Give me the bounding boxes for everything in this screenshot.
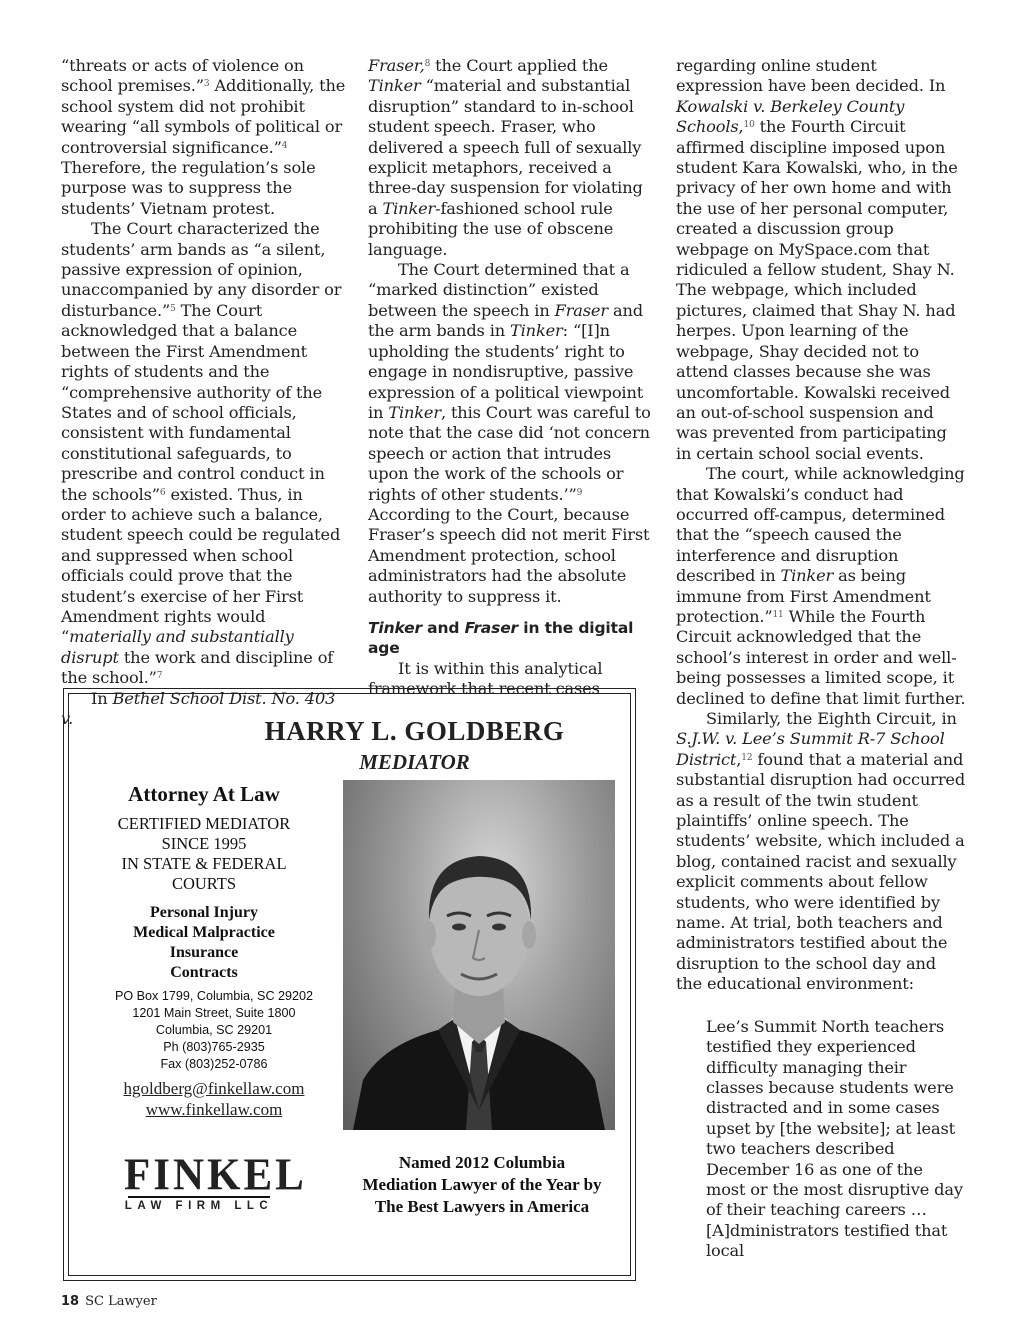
- ad-cert-line: COURTS: [171, 874, 237, 893]
- column-1: [61, 56, 346, 729]
- ad-email-link[interactable]: hgoldberg@finkellaw.com: [123, 1079, 305, 1098]
- ad-practice-item: Personal Injury: [150, 904, 258, 921]
- case-name: Tinker: [368, 618, 422, 637]
- firm-logo: [124, 1150, 307, 1212]
- column-2: [368, 56, 654, 700]
- column-3: [676, 56, 966, 1262]
- text: In: [91, 688, 113, 708]
- text: and: [421, 618, 465, 637]
- text: and the arm bands in: [368, 300, 643, 341]
- text: “material and substantial disruption” standard to in-school student speech. Fraser, who delivered a speech full of sexually explicit metaphors, received a three-day suspension for violating a: [368, 76, 643, 218]
- footnote-ref: 8: [424, 59, 431, 69]
- text: , this Court was careful to note that the case did ‘not concern speech or action that intrudes upon the work of the schools or rights of other students.’”: [368, 402, 651, 504]
- footnote-ref: 7: [156, 671, 163, 682]
- ad-cert-line: IN STATE & FEDERAL: [121, 854, 287, 873]
- case-name: Fraser: [554, 300, 608, 320]
- text: According to the Court, because Fraser’s speech did not merit First Amendment protection, school administrators had the absolute authority to suppress it.: [368, 504, 650, 606]
- case-name: Tinker: [388, 402, 441, 422]
- c2-paragraph-2: [368, 260, 654, 607]
- ad-practice-areas: [89, 903, 319, 983]
- text: “threats or acts of violence on school premises.”: [61, 56, 304, 96]
- ad-practice-item: Insurance: [169, 944, 239, 961]
- case-name: Bethel School Dist. No. 403 v.: [61, 688, 336, 728]
- footnote-ref: 5: [170, 303, 176, 314]
- ad-award-line: The Best Lawyers in America: [374, 1197, 590, 1216]
- c3-paragraph-3: [676, 709, 966, 995]
- footnote-ref: 3: [203, 79, 210, 90]
- text: regarding online student expression have been decided. In: [676, 56, 946, 96]
- ad-cert-line: SINCE 1995: [161, 834, 247, 853]
- text: : “[I]n upholding the students’ right to engage in nondisruptive, passive expression of a political viewpoint in: [368, 321, 644, 422]
- text: The Court characterized the students’ arm bands as “a silent, passive expression of opinion, unaccompanied by any disorder or disturbance.”: [61, 219, 342, 320]
- text: -fashioned school rule prohibiting the use of obscene language.: [368, 198, 614, 259]
- ad-phone: Ph (803)765-2935: [163, 1040, 265, 1054]
- footnote-ref: 11: [772, 609, 784, 620]
- text: While the Fourth Circuit acknowledged that the school’s interest in order and well-being possesses a limited scope, it declined to define that limit further.: [676, 606, 966, 708]
- ad-role: MEDIATOR: [359, 750, 470, 774]
- text: ,: [738, 117, 744, 137]
- c3-paragraph-2: [676, 464, 966, 709]
- ad-fax: Fax (803)252-0786: [160, 1057, 268, 1071]
- logo-subtitle: LAW FIRM LLC: [124, 1200, 274, 1212]
- page-number: 18: [61, 1294, 80, 1309]
- text: Therefore, the regulation’s sole purpose was to suppress the students’ Vietnam protest.: [61, 158, 316, 218]
- text: as being immune from First Amendment protection.”: [676, 566, 931, 626]
- case-name: Tinker: [382, 198, 436, 218]
- ad-certification: [89, 814, 319, 894]
- ad-award-line: Named 2012 Columbia: [398, 1153, 566, 1172]
- ad-cert-line: CERTIFIED MEDIATOR: [117, 814, 291, 833]
- text: the Court applied the: [430, 56, 608, 75]
- ad-practice-item: Medical Malpractice: [133, 924, 275, 941]
- footnote-ref: 10: [743, 120, 755, 131]
- text: existed. Thus, in order to achieve such a balance, student speech could be regulated and suppressed when school officials could prove that the student’s exercise of her First Amendment rights would “: [61, 484, 341, 647]
- text: the Fourth Circuit affirmed discipline imposed upon student Kara Kowalski, who, in the privacy of her own home and with the use of her personal computer, created a discussion group webpage on MySpace.com that ridiculed a fellow student, Shay N. The webpage, which included pictures, claimed that Shay N. had herpes. Upon learning of the webpage, Shay decided not to attend classes because she was uncomfortable. Kowalski received an out-of-school suspension and was prevented from participating in certain school social events.: [676, 117, 958, 463]
- case-name: Fraser: [464, 618, 519, 637]
- ad-address-line: 1201 Main Street, Suite 1800: [132, 1006, 296, 1020]
- publication-name: SC Lawyer: [85, 1294, 157, 1309]
- text: the work and discipline of the school.”: [61, 647, 334, 688]
- ad-practice-item: Contracts: [170, 964, 238, 981]
- case-name: Fraser,: [368, 56, 425, 75]
- page-footer: [61, 1294, 157, 1309]
- case-name: Tinker: [510, 321, 563, 341]
- case-name: Kowalski v. Berkeley County Schools: [676, 96, 905, 137]
- c1-paragraph-1: [61, 56, 346, 219]
- italic-text: materially and substantially disrupt: [61, 627, 294, 667]
- advertisement: [63, 688, 636, 1281]
- portrait-photo: [343, 780, 615, 1130]
- footnote-ref: 12: [741, 752, 753, 763]
- footnote-ref: 4: [281, 140, 288, 151]
- ad-attorney: Attorney At Law: [128, 782, 280, 806]
- ad-website-link[interactable]: www.finkellaw.com: [145, 1100, 283, 1119]
- advertisement-inner-border: [68, 693, 631, 1276]
- c1-paragraph-2: [61, 219, 346, 688]
- text: The Court determined that a “marked distinction” existed between the speech in: [368, 260, 630, 320]
- text: The Court acknowledged that a balance between the First Amendment rights of students and the “comprehensive authority of the States and of school officials, consistent with fundamental constitutional safeguards, to prescribe and control conduct in the schools”: [61, 300, 325, 504]
- ad-address-line: PO Box 1799, Columbia, SC 29202: [114, 989, 314, 1003]
- case-name: Tinker: [368, 76, 421, 96]
- footnote-ref: 6: [159, 487, 166, 498]
- ad-award-line: Mediation Lawyer of the Year by: [362, 1175, 602, 1194]
- ad-address: [89, 988, 339, 1073]
- case-name: S.J.W. v. Lee’s Summit R-7 School District: [676, 729, 945, 769]
- text: The court, while acknowledging that Kowalski’s conduct had occurred off-campus, determined that the “speech caused the interference and disruption described in: [676, 464, 965, 586]
- text: found that a material and substantial disruption had occurred as a result of the twin student plaintiffs’ online speech. The students’ website, which included a blog, contained racist and sexually explicit comments about fellow students, who were identified by name. At trial, both teachers and administrators testified about the disruption to the school day and the educational environment:: [676, 749, 966, 994]
- portrait-illustration: [343, 780, 615, 1130]
- block-quote: Lee’s Summit North teachers testified they experienced difficulty managing their classes because students were distracted and in some cases upset by [the website]; at least two teachers described December 16 as one of the most or the most disruptive day of their teaching careers … [A]dministrators testified that local: [706, 1016, 963, 1261]
- ad-address-line: Columbia, SC 29201: [155, 1023, 273, 1037]
- text: Similarly, the Eighth Circuit, in: [706, 709, 957, 728]
- case-name: Tinker: [780, 566, 834, 586]
- text: Additionally, the school system did not prohibit wearing “all symbols of political or controversial significance.”: [61, 76, 346, 157]
- text: in the digital age: [368, 618, 634, 658]
- ad-contact: [89, 1078, 339, 1120]
- c2-paragraph-1: [368, 56, 654, 260]
- ad-award: [337, 1152, 627, 1218]
- ad-name: HARRY L. GOLDBERG: [264, 716, 565, 746]
- section-subheading: [368, 618, 654, 659]
- c2-paragraph-3: It is within this analytical framework that recent cases: [368, 658, 603, 699]
- c3-paragraph-1: [676, 56, 966, 464]
- logo-wordmark: FINKEL: [124, 1150, 307, 1201]
- text: ,: [736, 749, 742, 769]
- footnote-ref: 9: [576, 487, 583, 498]
